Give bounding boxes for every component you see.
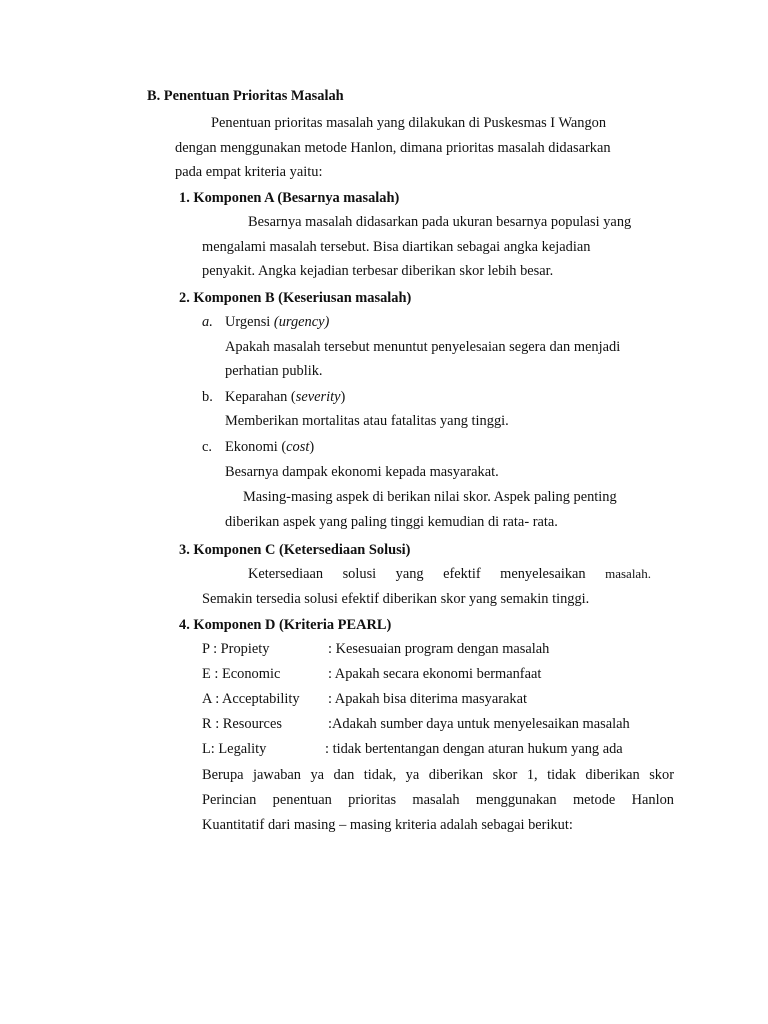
- component-d-closing-2: Perincian penentuan prioritas masalah menggunakan metode Hanlon: [202, 792, 674, 808]
- pearl-term-e: E : Economic: [202, 666, 281, 682]
- component-d-closing-3: Kuantitatif dari masing – masing kriteria adalah sebagai berikut:: [202, 817, 573, 833]
- component-b-note-1: Masing-masing aspek di berikan nilai skor. Aspek paling penting: [243, 489, 617, 505]
- intro-line-2: dengan menggunakan metode Hanlon, dimana prioritas masalah didasarkan: [175, 140, 611, 156]
- pearl-term-a: A : Acceptability: [202, 691, 300, 707]
- section-title: B. Penentuan Prioritas Masalah: [147, 88, 344, 104]
- item-a-term: (urgency): [273, 314, 330, 330]
- item-a-desc-1: Apakah masalah tersebut menuntut penyelesaian segera dan menjadi: [225, 339, 621, 355]
- component-c-heading: 3. Komponen C (Ketersediaan Solusi): [179, 542, 411, 558]
- component-c-line-1: [248, 565, 651, 583]
- component-b-heading: 2. Komponen B (Keseriusan masalah): [179, 290, 412, 306]
- component-a-line-2: mengalami masalah tersebut. Bisa diartikan sebagai angka kejadian: [202, 239, 591, 255]
- pearl-desc-e: : Apakah secara ekonomi bermanfaat: [328, 666, 542, 682]
- component-b-note-2: diberikan aspek yang paling tinggi kemudian di rata- rata.: [225, 514, 558, 530]
- item-b-term: severity: [295, 389, 341, 405]
- pearl-term-p: P : Propiety: [202, 641, 270, 657]
- item-c-title: Ekonomi (cost): [225, 439, 315, 455]
- pearl-desc-l: : tidak bertentangan dengan aturan hukum yang ada: [325, 741, 623, 757]
- item-b-marker: b.: [202, 389, 213, 405]
- component-a-line-1: Besarnya masalah didasarkan pada ukuran besarnya populasi yang: [248, 214, 632, 230]
- component-c-word: efektif: [443, 566, 481, 582]
- component-c-word: masalah.: [605, 566, 651, 581]
- item-a-marker: a.: [202, 314, 213, 330]
- pearl-term-l: L: Legality: [202, 741, 267, 757]
- component-c-word: menyelesaikan: [500, 566, 586, 582]
- intro-line-3: pada empat kriteria yaitu:: [175, 164, 323, 180]
- pearl-desc-a: : Apakah bisa diterima masyarakat: [328, 691, 528, 707]
- item-c-desc: Besarnya dampak ekonomi kepada masyarakat.: [225, 464, 499, 480]
- pearl-desc-r: :Adakah sumber daya untuk menyelesaikan masalah: [328, 716, 630, 732]
- item-b-desc: Memberikan mortalitas atau fatalitas yang tinggi.: [225, 413, 509, 429]
- component-a-line-3: penyakit. Angka kejadian terbesar diberikan skor lebih besar.: [202, 263, 554, 279]
- pearl-term-r: R : Resources: [202, 716, 282, 732]
- component-c-word: yang: [395, 566, 424, 582]
- component-d-heading: 4. Komponen D (Kriteria PEARL): [179, 617, 392, 633]
- pearl-desc-p: : Kesesuaian program dengan masalah: [328, 641, 550, 657]
- item-b-title: Keparahan (severity): [225, 389, 346, 405]
- item-a-title: Urgensi (urgency): [225, 314, 330, 330]
- item-c-term: cost: [286, 439, 310, 455]
- component-c-word: solusi: [342, 566, 377, 582]
- item-c-marker: c.: [202, 439, 212, 455]
- component-d-closing-1: Berupa jawaban ya dan tidak, ya diberikan skor 1, tidak diberikan skor: [202, 767, 674, 783]
- component-c-word: Ketersediaan: [248, 566, 324, 582]
- component-a-heading: 1. Komponen A (Besarnya masalah): [179, 190, 400, 206]
- item-a-desc-2: perhatian publik.: [225, 363, 323, 379]
- component-c-line-2: Semakin tersedia solusi efektif diberikan skor yang semakin tinggi.: [202, 591, 590, 607]
- intro-line-1: Penentuan prioritas masalah yang dilakukan di Puskesmas I Wangon: [211, 115, 607, 131]
